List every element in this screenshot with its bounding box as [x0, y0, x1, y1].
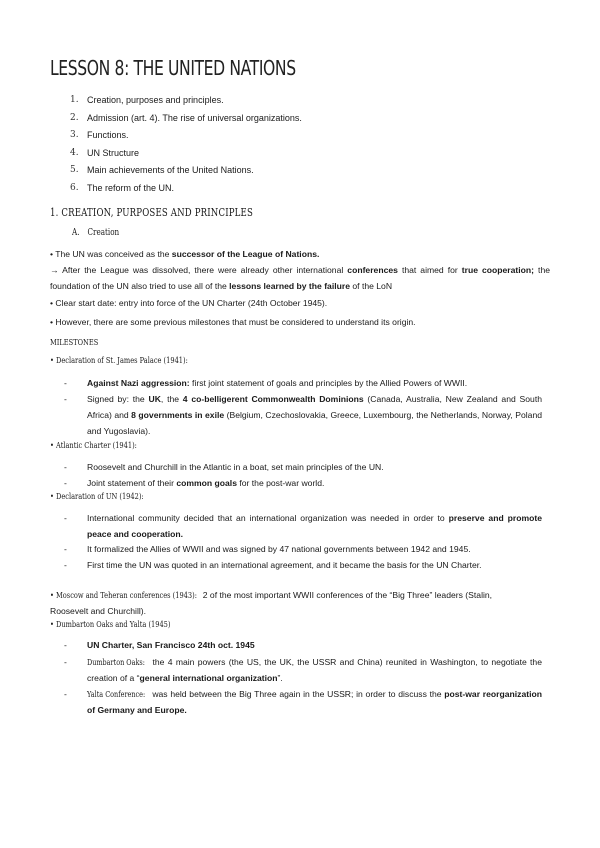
page-title: LESSON 8: THE UNITED NATIONS — [50, 56, 296, 80]
list-item: - Joint statement of their common goals for the post-war world. — [64, 478, 325, 488]
paragraph: → After the League was dissolved, there were already other international conferences that aimed for true cooperation; the foundation of the UN also tried to use all of the lessons learned by the failure of the LoN — [50, 265, 551, 292]
milestone-label: • Atlantic Charter (1941): — [50, 441, 137, 451]
milestone-paragraph: • Moscow and Teheran conferences (1943): 2 of the most important WWII conferences of the “Big Three” leaders (Stalin, — [50, 590, 493, 601]
toc-item: 6. The reform of the UN. — [70, 182, 175, 193]
list-item: - Against Nazi aggression: first joint statement of goals and principles by the Allied Powers of WWII. — [64, 378, 468, 388]
toc-item: 1. Creation, purposes and principles. — [70, 95, 224, 105]
subsection-heading: A. Creation — [72, 228, 120, 238]
milestone-paragraph-continued: Roosevelt and Churchill). — [50, 606, 147, 616]
list-item: - Yalta Conference: was held between the Big Three again in the USSR; in order to discuss the post-war reorganization of Germany and Europe. — [64, 689, 542, 715]
milestone-label: • Declaration of St. James Palace (1941): — [50, 356, 188, 366]
paragraph: • The UN was conceived as the successor of the League of Nations. — [50, 249, 320, 259]
list-item: - First time the UN was quoted in an international agreement, and it became the basis for the UN Charter. — [64, 560, 482, 570]
toc-item: 4. UN Structure — [70, 147, 140, 158]
toc-item: 2. Admission (art. 4). The rise of universal organizations. — [70, 112, 302, 123]
list-item: - Signed by: the UK, the 4 co-belligerent Commonwealth Dominions (Canada, Australia, New Zealand and South Africa) and 8 governments in exile (Belgium, Czechoslovakia, Greece, Luxembourg, the Netherlands, Norway, Poland and Yugoslavia). — [64, 394, 542, 436]
toc-item: 5. Main achievements of the United Nations. — [70, 165, 254, 176]
milestone-label: • Dumbarton Oaks and Yalta (1945) — [50, 620, 171, 630]
list-item: - International community decided that an international organization was needed in order to preserve and promote peace and cooperation. — [64, 513, 543, 539]
paragraph: • Clear start date: entry into force of the UN Charter (24th October 1945). — [50, 298, 328, 308]
section-heading: 1. CREATION, PURPOSES AND PRINCIPLES — [50, 206, 253, 219]
list-item: - It formalized the Allies of WWII and was signed by 47 national governments between 1942 and 1945. — [64, 544, 471, 554]
milestones-label: MILESTONES — [50, 338, 99, 348]
table-of-contents — [70, 92, 302, 198]
list-item: - Roosevelt and Churchill in the Atlantic in a boat, set main principles of the UN. — [64, 462, 384, 472]
milestone-label: • Declaration of UN (1942): — [50, 492, 144, 502]
paragraph: • However, there are some previous milestones that must be considered to understand its origin. — [50, 317, 416, 327]
list-item: - Dumbarton Oaks: the 4 main powers (the US, the UK, the USSR and China) reunited in Washington, to negotiate the creation of a “general international organization”. — [64, 657, 542, 683]
toc-item: 3. Functions. — [70, 130, 129, 141]
list-item: - UN Charter, San Francisco 24th oct. 1945 — [64, 640, 255, 650]
